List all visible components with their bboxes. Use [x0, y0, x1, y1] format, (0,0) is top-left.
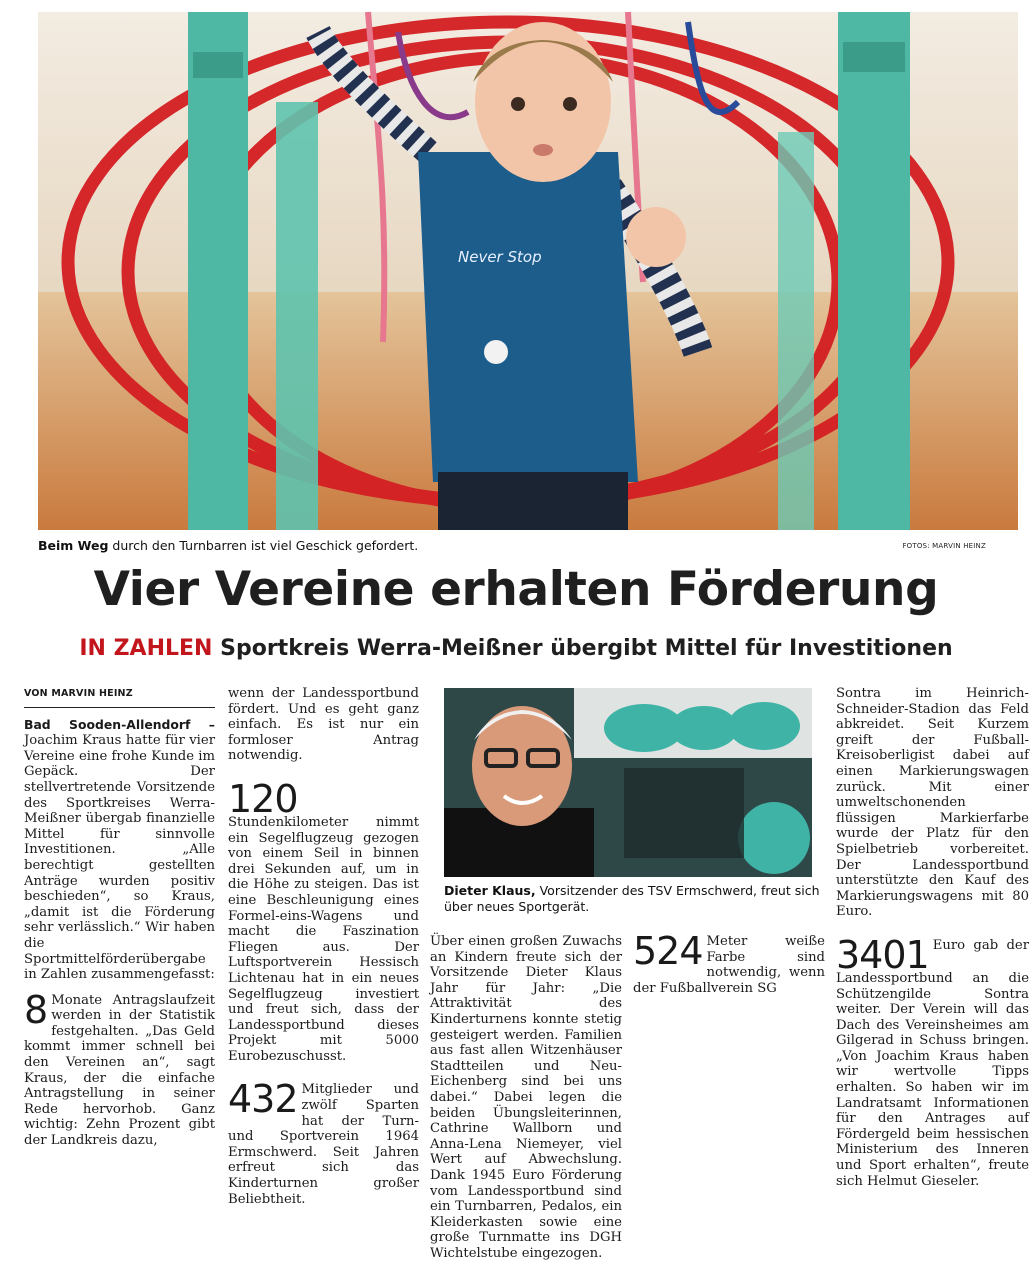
- subhead-text: Sportkreis Werra-Meißner übergibt Mittel für Investitionen: [220, 636, 953, 661]
- intro-text: Joachim Kraus hatte für vier Vereine eine frohe Kunde im Gepäck. Der stellvertretende Vorsitzende des Sportkreises Werra-Meißner übergab finanzielle Mittel für sinnvolle Investitionen. „Alle berechtigt gestellten Anträge wurden positiv beschieden“, so Kraus, „damit ist die Förderung sehr verlässlich.“ Wir haben die Sportmittelförderübergabe in Zahlen zusammengefasst:: [24, 733, 215, 983]
- fact-text: Meter weiße Farbe sind notwendig, wenn der Fußballverein SG: [633, 934, 825, 996]
- article-column-4: [633, 929, 825, 996]
- fact-8-continued: wenn der Landessportbund fördert. Und es geht ganz einfach. Es ist nur ein formloser Antrag notwendig.: [228, 686, 419, 764]
- portrait-photo: [444, 688, 812, 877]
- fact-text: Euro gab der Landessportbund an die Schützengilde Sontra weiter. Der Verein will das Dach des Vereinsheimes am Gilgerad in Schuss bringen. „Von Joachim Kraus haben wir wertvolle Tipps erhalten. So haben wir im Landratsamt Informationen für den Antrages auf Fördergeld beim hessischen Ministerium des Inneren und Sport erhalten“, freute sich Helmut Gieseler.: [836, 937, 1029, 1189]
- fact-number: 8: [24, 987, 48, 1032]
- fact-120: [228, 776, 419, 1065]
- subhead-kicker: IN ZAHLEN: [79, 636, 213, 661]
- intro-paragraph: [24, 717, 215, 983]
- portrait-scene: [444, 688, 812, 877]
- main-photo: [38, 12, 1018, 530]
- fact-3401: [836, 932, 1029, 1189]
- photo-scene: [38, 12, 1018, 530]
- portrait-caption-lead: Dieter Klaus,: [444, 883, 536, 898]
- fact-524: [633, 929, 825, 996]
- byline: VON MARVIN HEINZ: [24, 686, 215, 708]
- article-column-3: [430, 934, 622, 1261]
- shirt-print: Never Stop: [458, 248, 542, 266]
- portrait-caption: [444, 883, 824, 915]
- fact-text: Monate Antragslaufzeit werden in der Statistik festgehalten. „Das Geld kommt immer schnell bei den Vereinen an“, sagt Kraus, der die einfache Antragstellung in seiner Rede hervorhob. Ganz wichtig: Zehn Prozent gibt der Landkreis dazu,: [24, 992, 215, 1149]
- article-column-2: [228, 686, 419, 1207]
- photo-caption-lead: Beim Weg: [38, 538, 109, 553]
- fact-8: [24, 987, 215, 1149]
- photo-caption: [38, 538, 798, 553]
- subhead: [0, 636, 1032, 661]
- fact-432: [228, 1077, 419, 1207]
- photo-credit: FOTOS: MARVIN HEINZ: [902, 542, 986, 550]
- fact-432-continued: Über einen großen Zuwachs an Kindern freute sich der Vorsitzende Dieter Klaus Jahr für Jahr: „Die Attraktivität des Kinderturnens konnte stetig gesteigert werden. Familien aus fast allen Witzenhäuser Stadtteilen und Neu-Eichenberg sind bei uns dabei.“ Dabei legen die beiden Übungsleiterinnen, Cathrine Wallborn und Anna-Lena Niemeyer, viel Wert auf Abwechslung. Dank 1945 Euro Förderung vom Landessportbund sind ein Turnbarren, Pedalos, ein Kleiderkasten sowie eine große Turnmatte ins DGH Wichtelstube eingezogen.: [430, 934, 622, 1261]
- fact-number: 432: [228, 1077, 298, 1122]
- article-column-1: [24, 686, 215, 1149]
- headline: Vier Vereine erhalten Förderung: [93, 562, 939, 617]
- article-column-5: [836, 686, 1029, 1189]
- dateline: Bad Sooden-Allendorf –: [24, 716, 215, 732]
- fact-number: 524: [633, 929, 703, 973]
- portrait-caption-text: Vorsitzender des TSV Ermschwerd, freut sich über neues Sportgerät.: [444, 883, 820, 914]
- fact-524-continued: Sontra im Heinrich-Schneider-Stadion das Feld abkreidet. Seit Kurzem greift der Fußball-Kreisoberligist dabei auf einen Markierungswagen zurück. Mit einer umweltschonenden flüssigen Markierfarbe wurde der Platz für den Spielbetrieb vorbereitet. Der Landessportbund unterstützte den Kauf des Markierungswagens mit 80 Euro.: [836, 686, 1029, 920]
- fact-number: 120: [228, 776, 298, 821]
- fact-text: Mitglieder und zwölf Sparten hat der Turn- und Sportverein 1964 Ermschwerd. Seit Jahren erfreut sich das Kinderturnen großer Beliebtheit.: [228, 1082, 419, 1207]
- fact-number: 3401: [836, 932, 929, 977]
- photo-caption-text: durch den Turnbarren ist viel Geschick gefordert.: [112, 538, 419, 553]
- fact-text: Stundenkilometer nimmt ein Segelflugzeug gezogen von einem Seil in binnen drei Sekunden auf, um in die Höhe zu steigen. Das ist eine Beschleunigung eines Formel-eins-Wagens und macht die Faszination Fliegen aus. Der Luftsportverein Hessisch Lichtenau hat in ein neues Segelflugzeug investiert und freut sich, dass der Landessportbund dieses Projekt mit 5000 Eurobezuschusst.: [228, 814, 419, 1064]
